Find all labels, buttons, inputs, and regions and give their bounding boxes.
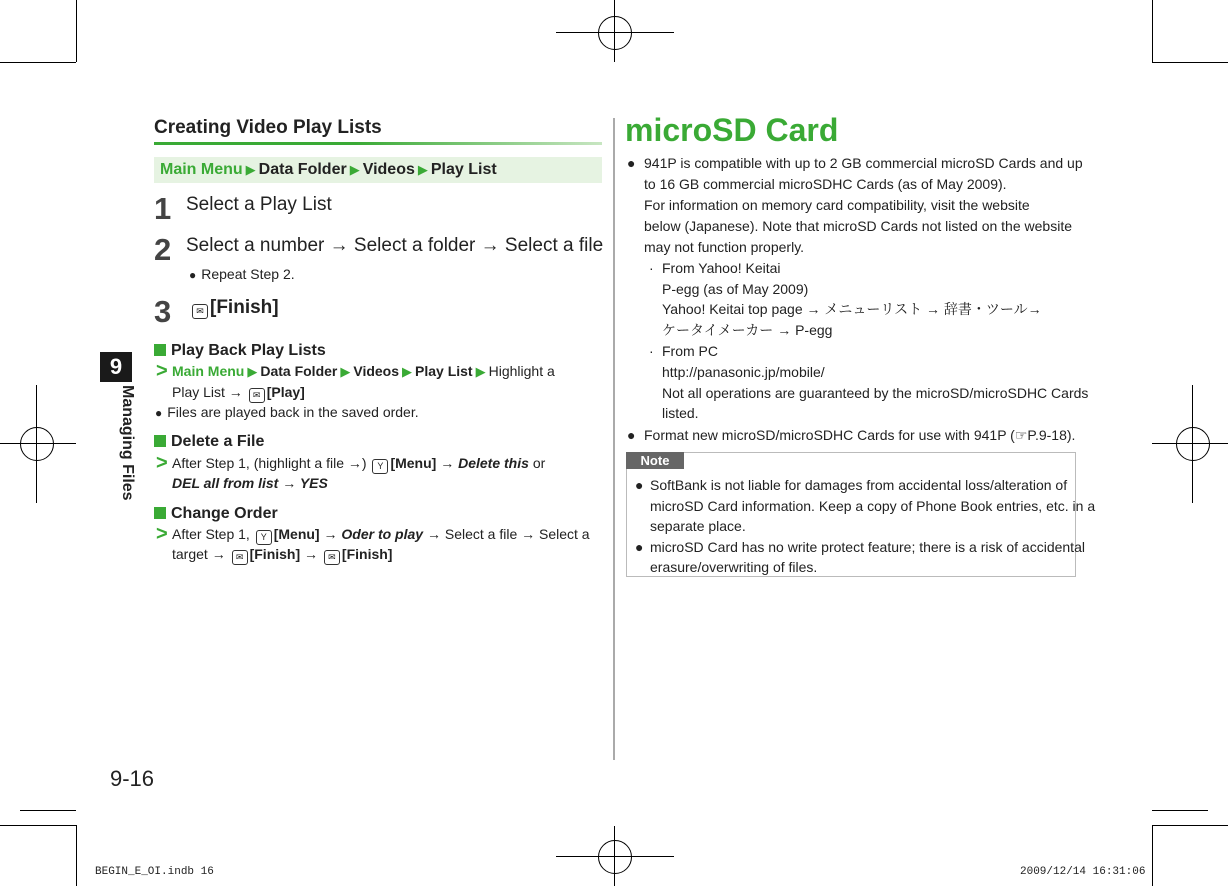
chapter-number: 9 xyxy=(100,352,132,382)
path-item: Data Folder xyxy=(258,161,347,178)
section-rule xyxy=(154,142,602,145)
playback-line-1: Main Menu ▶ Data Folder ▶ Videos ▶ Play List ▶ Highlight a xyxy=(172,363,555,379)
body-line: 941P is compatible with up to 2 GB commercial microSD Cards and up xyxy=(644,155,1083,171)
bullet-icon: ● xyxy=(627,427,636,443)
body-line: From PC xyxy=(662,343,718,359)
body-line: may not function properly. xyxy=(644,239,805,255)
url-text: http://panasonic.jp/mobile/ xyxy=(662,364,825,380)
yahoo-key-icon: Y xyxy=(256,530,272,545)
note-line: microSD Card has no write protect feature; there is a risk of accidental xyxy=(650,539,1085,555)
note-line: SoftBank is not liable for damages from accidental loss/alteration of xyxy=(650,477,1068,493)
change-line-1: After Step 1, Y [Menu] → Oder to play → Select a file → Select a xyxy=(172,526,590,545)
body-line: ケータイメーカー → P-egg xyxy=(662,322,833,338)
footer-file: BEGIN_E_OI.indb 16 xyxy=(95,866,214,878)
body-line: Not all operations are guaranteed by the microSD/microSDHC Cards xyxy=(662,385,1089,401)
step-2-text: Select a number → Select a folder → Select a file xyxy=(186,235,604,256)
mail-key-icon: ✉ xyxy=(192,304,208,319)
playback-line-2: Play List → ✉ [Play] xyxy=(172,384,305,403)
change-heading: Change Order xyxy=(154,505,278,523)
step-arrow-icon: > xyxy=(156,452,168,474)
footer-timestamp: 2009/12/14 16:31:06 xyxy=(1020,866,1146,878)
note-label: Note xyxy=(626,452,684,469)
bullet-icon: ● xyxy=(635,539,644,555)
step-1-number: 1 xyxy=(154,191,172,226)
sub-bullet-icon: · xyxy=(649,343,654,359)
path-item: Videos xyxy=(362,161,415,178)
chapter-label: Managing Files xyxy=(119,385,136,501)
delete-line-2: DEL all from list → YES xyxy=(172,475,328,491)
path-arrow-icon: ▶ xyxy=(417,162,428,177)
body-line: listed. xyxy=(662,405,699,421)
body-line: below (Japanese). Note that microSD Cards not listed on the website xyxy=(644,218,1072,234)
mail-key-icon: ✉ xyxy=(249,388,265,403)
body-line: From Yahoo! Keitai xyxy=(662,260,781,276)
mail-key-icon: ✉ xyxy=(232,550,248,565)
change-line-2: target → ✉ [Finish] → ✉ [Finish] xyxy=(172,546,392,565)
body-line: For information on memory card compatibility, visit the website xyxy=(644,197,1030,213)
step-arrow-icon: > xyxy=(156,360,168,382)
step-arrow-icon: > xyxy=(156,523,168,545)
column-divider xyxy=(613,118,615,760)
step-1-text: Select a Play List xyxy=(186,194,332,215)
page-ref-icon: ☞ xyxy=(1014,427,1028,443)
path-item: Play List xyxy=(430,161,497,178)
body-line: P-egg (as of May 2009) xyxy=(662,281,809,297)
path-arrow-icon: ▶ xyxy=(245,162,256,177)
bullet-icon: ● xyxy=(635,477,644,493)
yahoo-key-icon: Y xyxy=(372,459,388,474)
delete-heading: Delete a File xyxy=(154,433,264,451)
step-2-note: ● Repeat Step 2. xyxy=(189,266,295,282)
playback-note: ● Files are played back in the saved order. xyxy=(155,404,419,420)
body-line: to 16 GB commercial microSDHC Cards (as of May 2009). xyxy=(644,176,1007,192)
page-number: 9-16 xyxy=(110,766,155,791)
note-line: microSD Card information. Keep a copy of Phone Book entries, etc. in a xyxy=(650,498,1096,514)
note-line: separate place. xyxy=(650,518,746,534)
mail-key-icon: ✉ xyxy=(324,550,340,565)
playback-heading: Play Back Play Lists xyxy=(154,342,326,360)
microsd-title: microSD Card xyxy=(625,112,839,148)
menu-path xyxy=(154,157,602,183)
step-3-number: 3 xyxy=(154,294,172,329)
body-line: Yahoo! Keitai top page → メニューリスト → 辞書・ツール→ xyxy=(662,301,1042,317)
delete-line-1: After Step 1, (highlight a file →) Y [Menu] → Delete this or xyxy=(172,455,545,474)
sub-bullet-icon: · xyxy=(649,260,654,276)
bullet-icon: ● xyxy=(627,155,636,171)
format-line: Format new microSD/microSDHC Cards for use with 941P (☞P.9-18). xyxy=(644,427,1076,443)
path-main-menu: Main Menu xyxy=(160,161,243,178)
path-arrow-icon: ▶ xyxy=(349,162,360,177)
note-line: erasure/overwriting of files. xyxy=(650,559,818,575)
step-2-number: 2 xyxy=(154,232,172,267)
step-3-text: ✉ [Finish] xyxy=(190,297,279,319)
section-title: Creating Video Play Lists xyxy=(154,117,382,138)
